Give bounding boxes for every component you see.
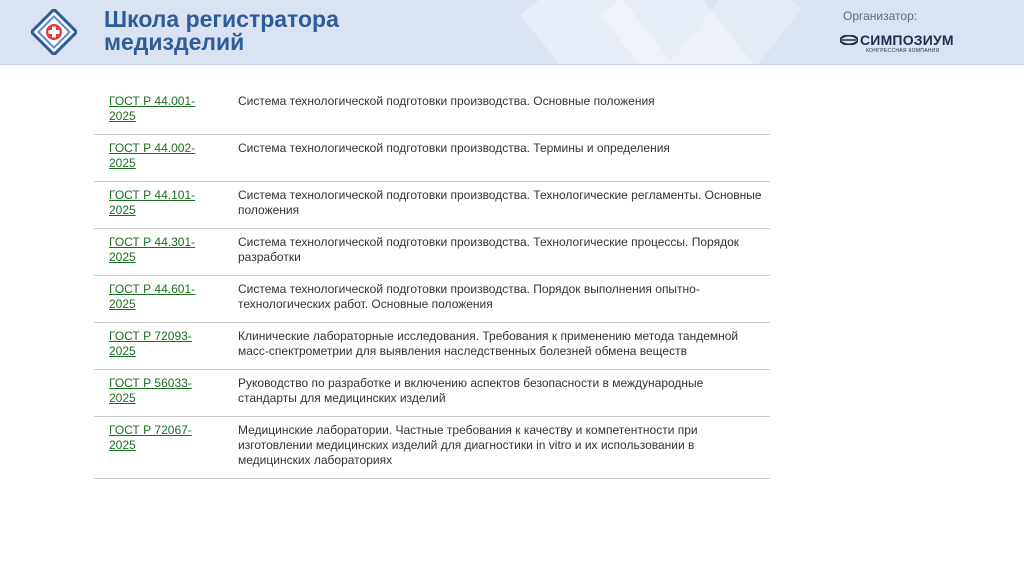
standard-code-link[interactable] [109,94,195,123]
standard-description: Клинические лабораторные исследования. Требования к применению метода тандемной масс-спектрометрии для выявления наследственных болезней обмена веществ [238,329,739,358]
header-banner [0,0,1024,65]
standard-description: Руководство по разработке и включению аспектов безопасности в международные стандарты для медицинских изделий [238,376,704,405]
standard-code: ГОСТ Р 44.601- [109,282,196,296]
table-row [94,229,770,276]
organizer-name: СИМПОЗИУМ [860,32,954,48]
standard-code-link[interactable] [109,141,195,170]
standard-description: Медицинские лаборатории. Частные требования к качеству и компетентности при изготовлении медицинских изделий для диагностики in vitro и их использовании в медицинских лабораториях [238,423,698,467]
standard-code: ГОСТ Р 44.101- [109,188,196,202]
standard-description: Система технологической подготовки производства. Технологические регламенты. Основные положения [238,188,762,217]
standard-code: ГОСТ Р 56033- [109,376,192,390]
table-row [94,182,770,229]
standard-year: 2025 [109,156,136,170]
standard-year: 2025 [109,203,136,217]
table-row [94,88,770,135]
table-row [94,370,770,417]
standard-year: 2025 [109,438,136,452]
standard-year: 2025 [109,250,136,264]
standard-code-cell [94,182,238,229]
standard-code: ГОСТ Р 44.001- [109,94,196,108]
standard-code-cell [94,417,238,479]
organizer-label: Организатор: [843,9,918,23]
organizer-subtitle: КОНГРЕССНАЯ КОМПАНИЯ [866,48,940,54]
standard-code: ГОСТ Р 72067- [109,423,192,437]
standard-description: Система технологической подготовки производства. Порядок выполнения опытно-технологических работ. Основные положения [238,282,700,311]
standard-code-cell [94,323,238,370]
page-title [104,8,339,54]
standard-code-cell [94,229,238,276]
standard-year: 2025 [109,344,136,358]
organizer-logo [840,32,990,54]
standard-year: 2025 [109,391,136,405]
standard-code-link[interactable] [109,329,192,358]
standard-code-link[interactable] [109,376,192,405]
page-title-line: Школа регистратора [104,6,339,32]
standard-code-link[interactable] [109,282,195,311]
page-title-line: медизделий [104,29,245,55]
standard-description: Система технологической подготовки производства. Термины и определения [238,141,670,155]
standard-code-cell [94,370,238,417]
standard-code-cell [94,135,238,182]
standard-code-link[interactable] [109,423,192,452]
standard-code: ГОСТ Р 72093- [109,329,192,343]
table-row [94,276,770,323]
standard-code-cell [94,88,238,135]
standard-code-link[interactable] [109,235,195,264]
standard-year: 2025 [109,297,136,311]
standard-description: Система технологической подготовки производства. Технологические процессы. Порядок разработки [238,235,739,264]
table-row [94,417,770,479]
standard-code: ГОСТ Р 44.002- [109,141,196,155]
standard-description: Система технологической подготовки производства. Основные положения [238,94,655,108]
table-row [94,323,770,370]
standard-year: 2025 [109,109,136,123]
school-logo-icon [31,9,77,55]
standards-table [94,88,770,479]
standard-code: ГОСТ Р 44.301- [109,235,196,249]
organizer-mark-icon [840,35,858,45]
standard-code-cell [94,276,238,323]
table-row [94,135,770,182]
standard-code-link[interactable] [109,188,195,217]
